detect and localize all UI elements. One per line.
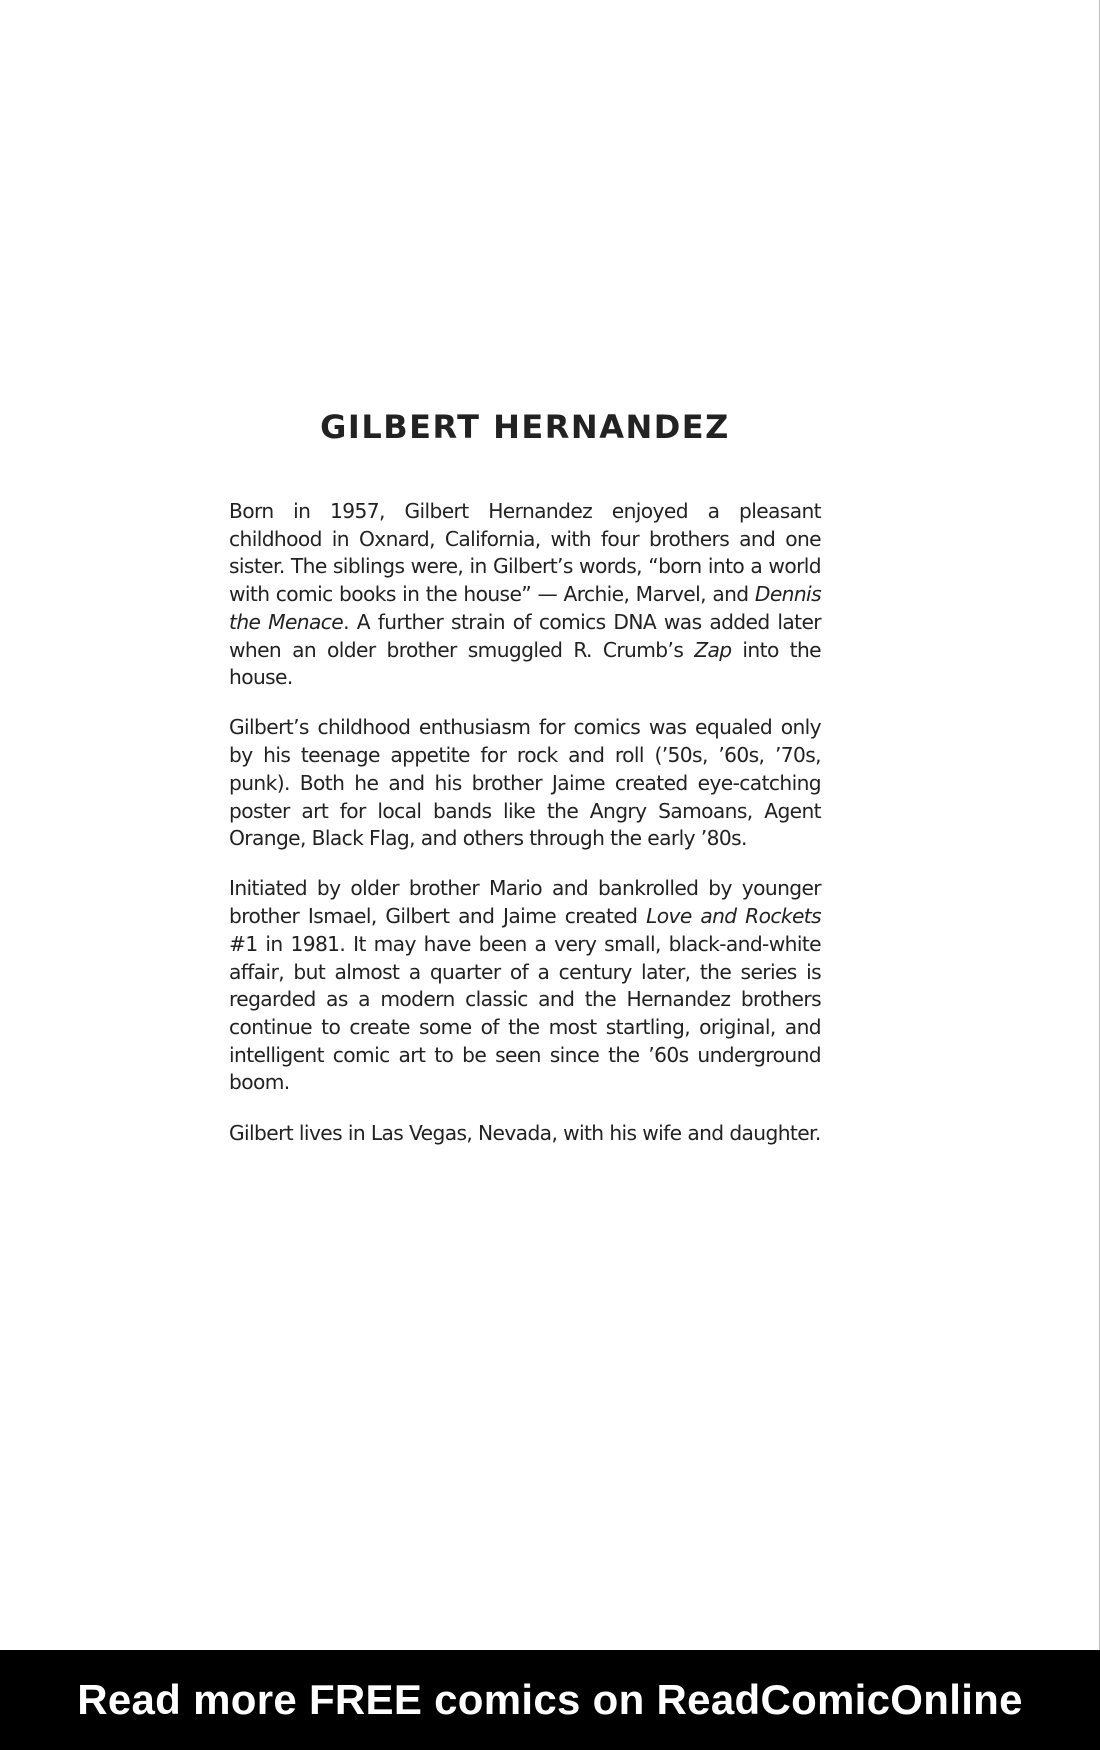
page-title: GILBERT HERNANDEZ	[320, 408, 730, 446]
bio-p1-title-zap: Zap	[694, 637, 732, 662]
bio-p1-text-c: into the house.	[229, 637, 821, 690]
bio-paragraph-3	[229, 875, 821, 1097]
promo-banner-text[interactable]: Read more FREE comics on ReadComicOnline	[77, 1676, 1023, 1723]
biography-text	[229, 498, 821, 1170]
bio-p3-text-b: #1 in 1981. It may have been a very small, black-and-white affair, but almost a quarter of a century later, the series is regarded as a modern classic and the Hernandez brothers continue to create some of the most startling, original, and intelligent comic art to be seen since the ’60s underground boom.	[229, 931, 821, 1095]
bio-paragraph-4: Gilbert lives in Las Vegas, Nevada, with his wife and daughter.	[229, 1120, 821, 1145]
bio-paragraph-1	[229, 498, 821, 692]
bio-p1-text-a: Born in 1957, Gilbert Hernandez enjoyed a pleasant childhood in Oxnard, California, with four brothers and one sister. The siblings were, in Gilbert’s words, “born into a world with comic books in the house” — Archie, Marvel, and	[229, 499, 821, 607]
bio-p3-title-love-and-rockets: Love and Rockets	[646, 904, 821, 929]
bio-paragraph-2: Gilbert’s childhood enthusiasm for comics was equaled only by his teenage appetite for rock and roll (’50s, ’60s, ’70s, punk). Both he and his brother Jaime created eye-catching poster art for local bands like the Angry Samoans, Agent Orange, Black Flag, and others through the early ’80s.	[229, 715, 821, 851]
bio-p1-title-dennis: Dennis the Menace	[229, 582, 821, 634]
bio-p3-text-a: Initiated by older brother Mario and bankrolled by younger brother Ismael, Gilbert and Jaime created	[229, 876, 821, 929]
promo-banner[interactable]	[0, 1650, 1100, 1750]
bio-p1-text-b: . A further strain of comics DNA was added later when an older brother smuggled R. Crumb’s	[229, 609, 821, 662]
